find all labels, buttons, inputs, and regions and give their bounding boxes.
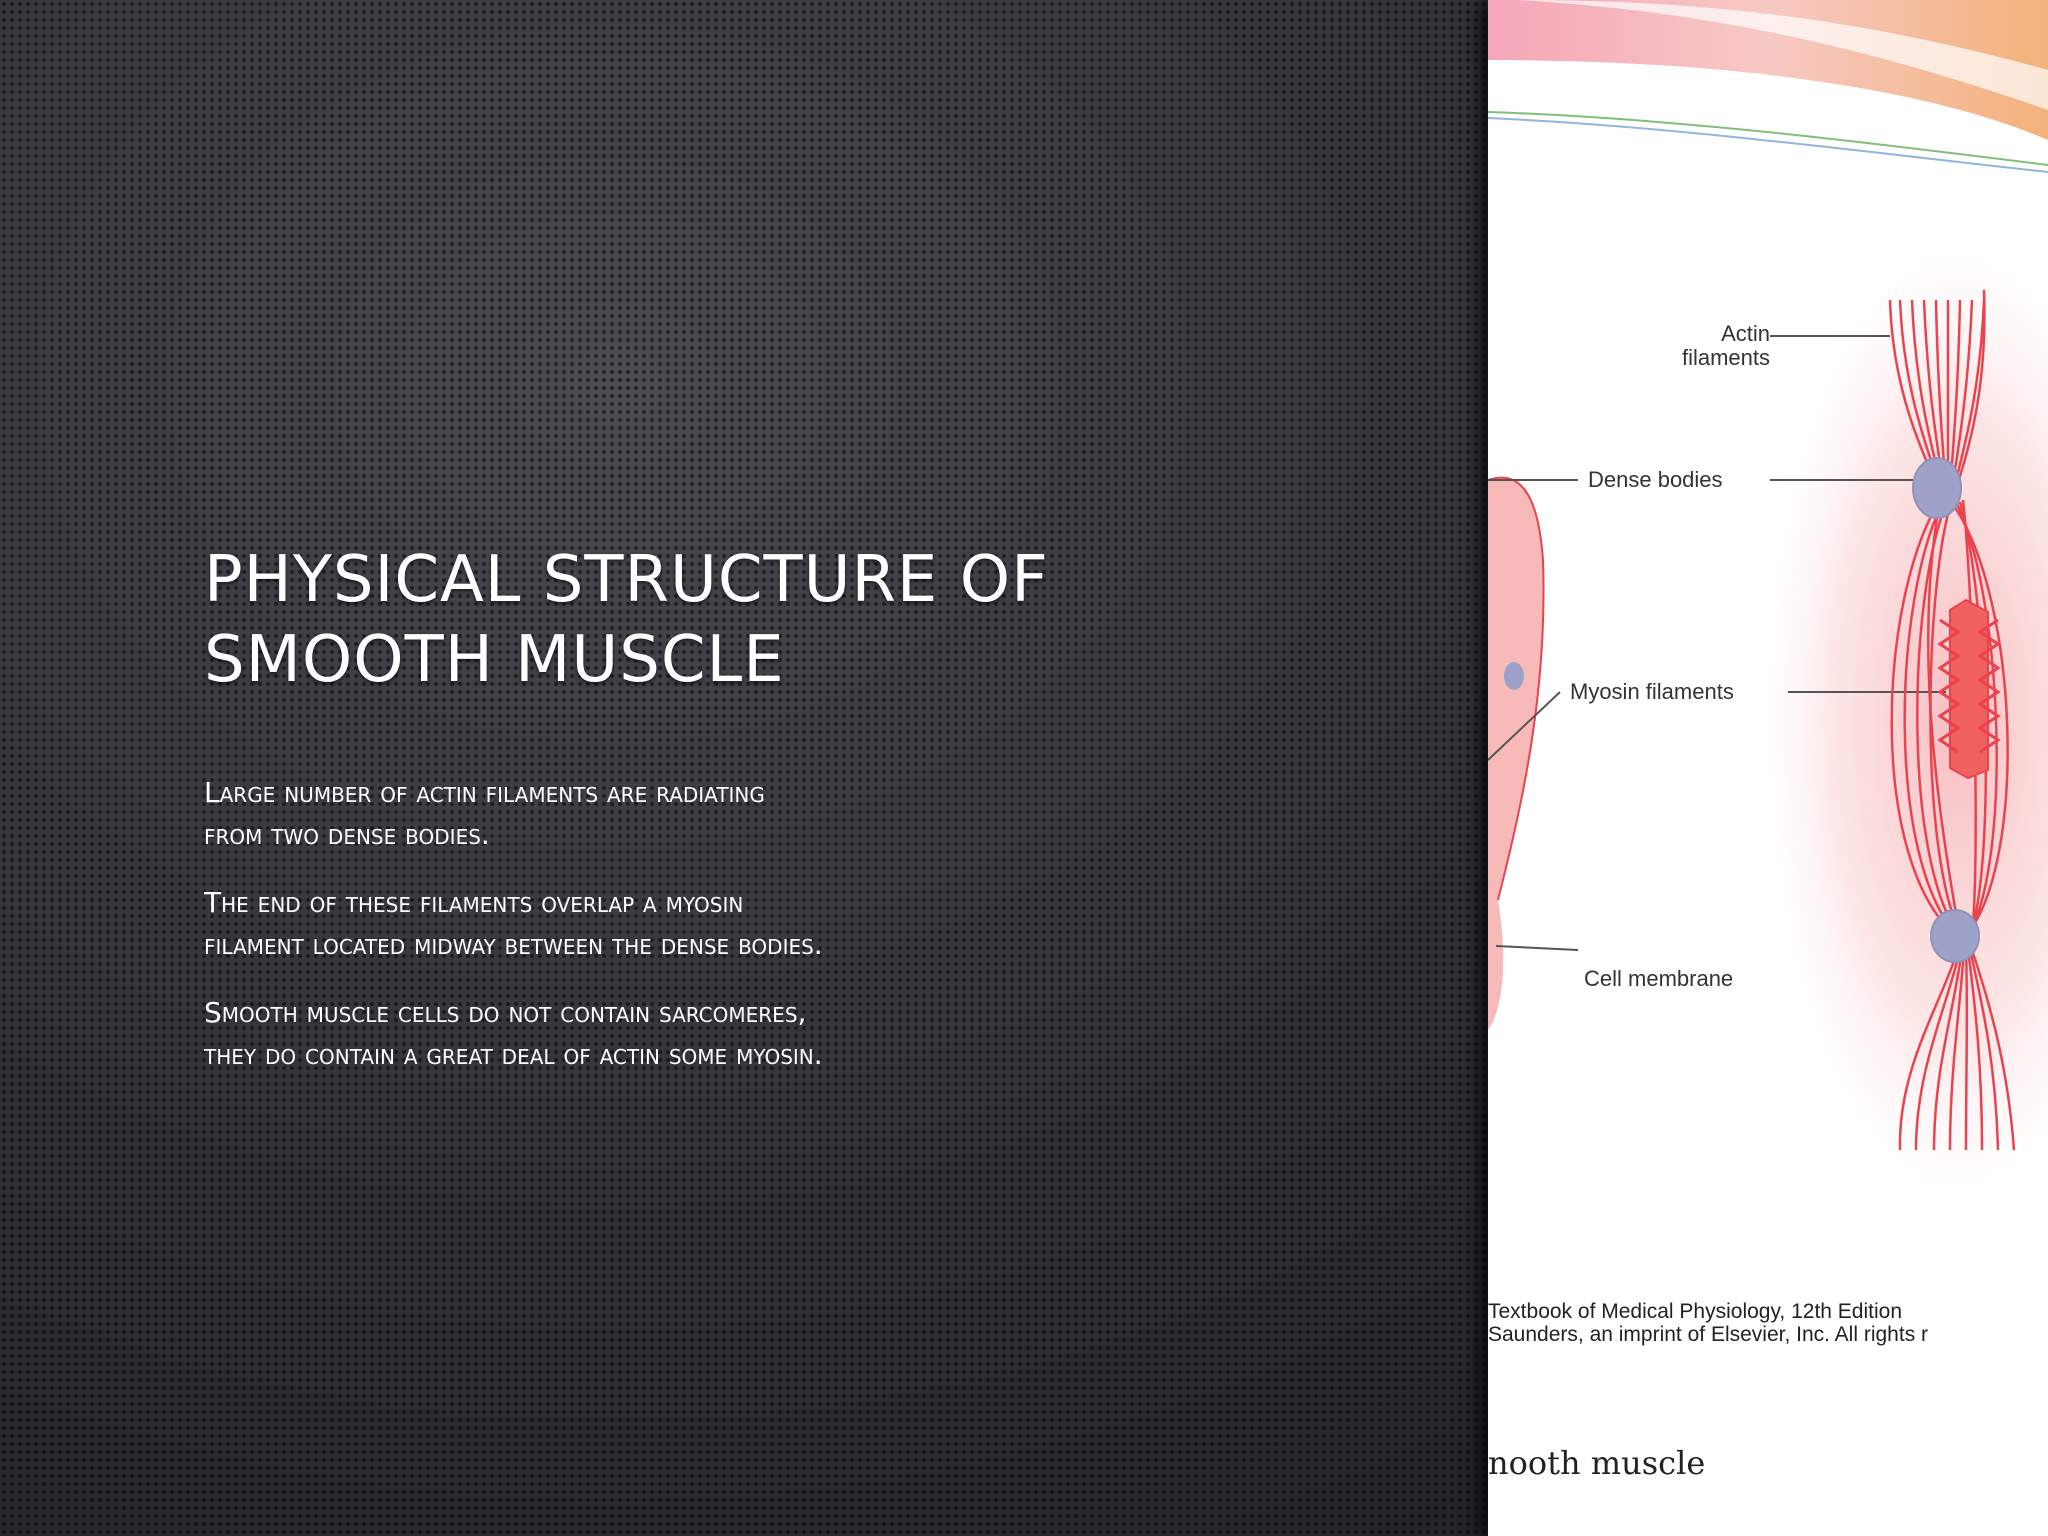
slide-title-line2: SMOOTH MUSCLE [204,623,785,697]
bullet-item [204,882,1204,966]
bullet-text: mooth muscle cells do not contain sarcomeres, [221,996,807,1029]
figure-credit [1488,1300,1928,1346]
dense-body-small [1504,662,1524,690]
credit-line1: Textbook of Medical Physiology, 12th Edition [1488,1300,1903,1323]
bullet-list [204,772,1204,1102]
slide-title [204,540,1204,700]
bullet-item [204,992,1204,1076]
dense-body-top [1913,458,1961,518]
label-dense-bodies: Dense bodies [1588,467,1723,492]
label-cell-membrane: Cell membrane [1584,966,1734,991]
label-actin-filaments [1648,322,1770,370]
top-decorative-band [1488,0,2048,172]
bullet-text-line2: from two dense bodies. [204,818,490,851]
bullet-text-line2: they do contain a great deal of actin some myosin. [204,1038,823,1071]
label-actin-line1: Actin [1721,321,1770,346]
bullet-initial: L [204,776,220,809]
bullet-text: arge number of actin filaments are radiating [219,776,765,809]
smooth-muscle-figure [1488,0,2048,1536]
dense-body-bottom [1931,910,1979,962]
bullet-text: he end of these filaments overlap a myosin [221,886,744,919]
bullet-item [204,772,1204,856]
slide-title-line1: PHYSICAL STRUCTURE OF [204,543,1049,617]
cell-glow [1748,200,2048,1240]
label-myosin-filaments: Myosin filaments [1570,679,1734,704]
figure-caption: nooth muscle [1488,1444,1706,1482]
bullet-initial: T [204,886,222,919]
bullet-text-line2: filament located midway between the dense bodies. [204,928,823,961]
bullet-initial: S [204,996,222,1029]
label-actin-line2: filaments [1681,345,1770,370]
credit-line2: Saunders, an imprint of Elsevier, Inc. All rights r [1488,1323,1929,1346]
